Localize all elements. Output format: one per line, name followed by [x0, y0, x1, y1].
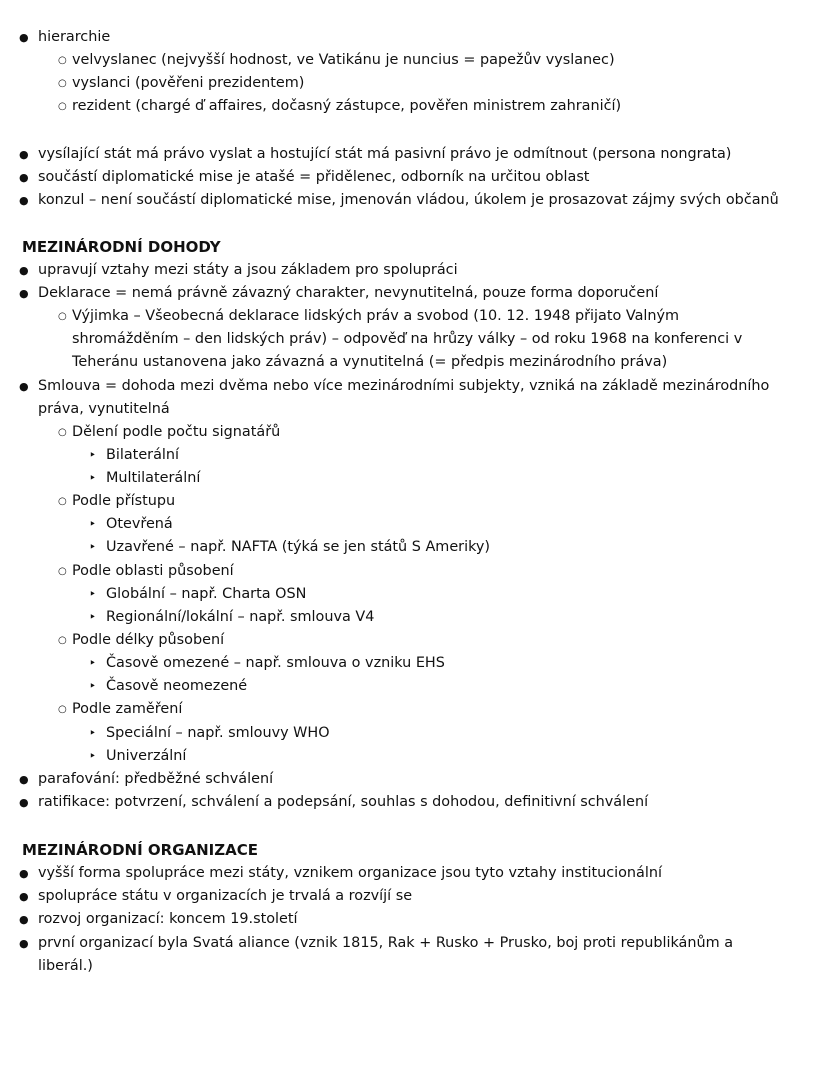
group-item: ‣ Globální – např. Charta OSN [106, 583, 306, 606]
bullet-continuation: liberál.) [38, 958, 93, 974]
group-item: ‣ Otevřená [106, 513, 173, 536]
bullet-item: ● vyšší forma spolupráce mezi státy, vznikem organizace jsou tyto vztahy institucionální [38, 862, 662, 885]
section-title-organizations: MEZINÁRODNÍ ORGANIZACE [22, 841, 259, 859]
group-item: ‣ Časově omezené – např. smlouva o vzniku EHS [106, 652, 445, 675]
bullet-item: ● spolupráce státu v organizacích je trvalá a rozvíjí se [38, 885, 412, 908]
group-label: ○ Podle oblasti působení [72, 560, 234, 583]
group-item: ‣ Univerzální [106, 745, 186, 768]
group-label: ○ Dělení podle počtu signatářů [72, 421, 280, 444]
bullet-item: ● ratifikace: potvrzení, schválení a podepsání, souhlas s dohodou, definitivní schválení [38, 791, 648, 814]
bullet-item: ● parafování: předběžné schválení [38, 768, 273, 791]
sub-bullet: ○ rezident (chargé ď affaires, dočasný zástupce, pověřen ministrem zahraničí) [72, 95, 621, 118]
bullet-continuation: práva, vynutitelná [38, 401, 170, 417]
bullet-item: ● rozvoj organizací: koncem 19.století [38, 908, 298, 931]
group-item: ‣ Bilaterální [106, 444, 179, 467]
sub-bullet-continuation: Teheránu ustanovena jako závazná a vynutitelná (= předpis mezinárodního práva) [72, 354, 668, 370]
bullet-treaty: ● Smlouva = dohoda mezi dvěma nebo více mezinárodními subjekty, vzniká na základě mezinárodního [38, 375, 769, 398]
group-item: ‣ Multilaterální [106, 467, 200, 490]
bullet-item: ● součástí diplomatické mise je atašé = přidělenec, odborník na určitou oblast [38, 166, 589, 189]
section-title-agreements: MEZINÁRODNÍ DOHODY [22, 238, 221, 256]
group-item: ‣ Speciální – např. smlouvy WHO [106, 722, 330, 745]
group-item: ‣ Regionální/lokální – např. smlouva V4 [106, 606, 374, 629]
bullet-item: ● upravují vztahy mezi státy a jsou základem pro spolupráci [38, 259, 458, 282]
group-label: ○ Podle délky působení [72, 629, 224, 652]
bullet-item: ● první organizací byla Svatá aliance (vznik 1815, Rak + Rusko + Prusko, boj proti republikánům a [38, 932, 733, 955]
bullet-declaration: ● Deklarace = nemá právně závazný charakter, nevynutitelná, pouze forma doporučení [38, 282, 658, 305]
bullet-hierarchy: ● hierarchie [38, 26, 110, 49]
bullet-item: ● konzul – není součástí diplomatické mise, jmenován vládou, úkolem je prosazovat zájmy svých občanů [38, 189, 779, 212]
sub-bullet: ○ velvyslanec (nejvyšší hodnost, ve Vatikánu je nuncius = papežův vyslanec) [72, 49, 615, 72]
group-label: ○ Podle zaměření [72, 698, 182, 721]
bullet-item: ● vysílající stát má právo vyslat a hostující stát má pasivní právo je odmítnout (persona nongrata) [38, 143, 731, 166]
sub-bullet-continuation: shromážděním – den lidských práv) – odpověď na hrůzy války – od roku 1968 na konferenci v [72, 331, 743, 347]
group-item: ‣ Uzavřené – např. NAFTA (týká se jen států S Ameriky) [106, 536, 490, 559]
group-label: ○ Podle přístupu [72, 490, 175, 513]
sub-bullet: ○ vyslanci (pověřeni prezidentem) [72, 72, 304, 95]
sub-bullet-exception: ○ Výjimka – Všeobecná deklarace lidských práv a svobod (10. 12. 1948 přijato Valným [72, 305, 679, 328]
group-item: ‣ Časově neomezené [106, 675, 247, 698]
